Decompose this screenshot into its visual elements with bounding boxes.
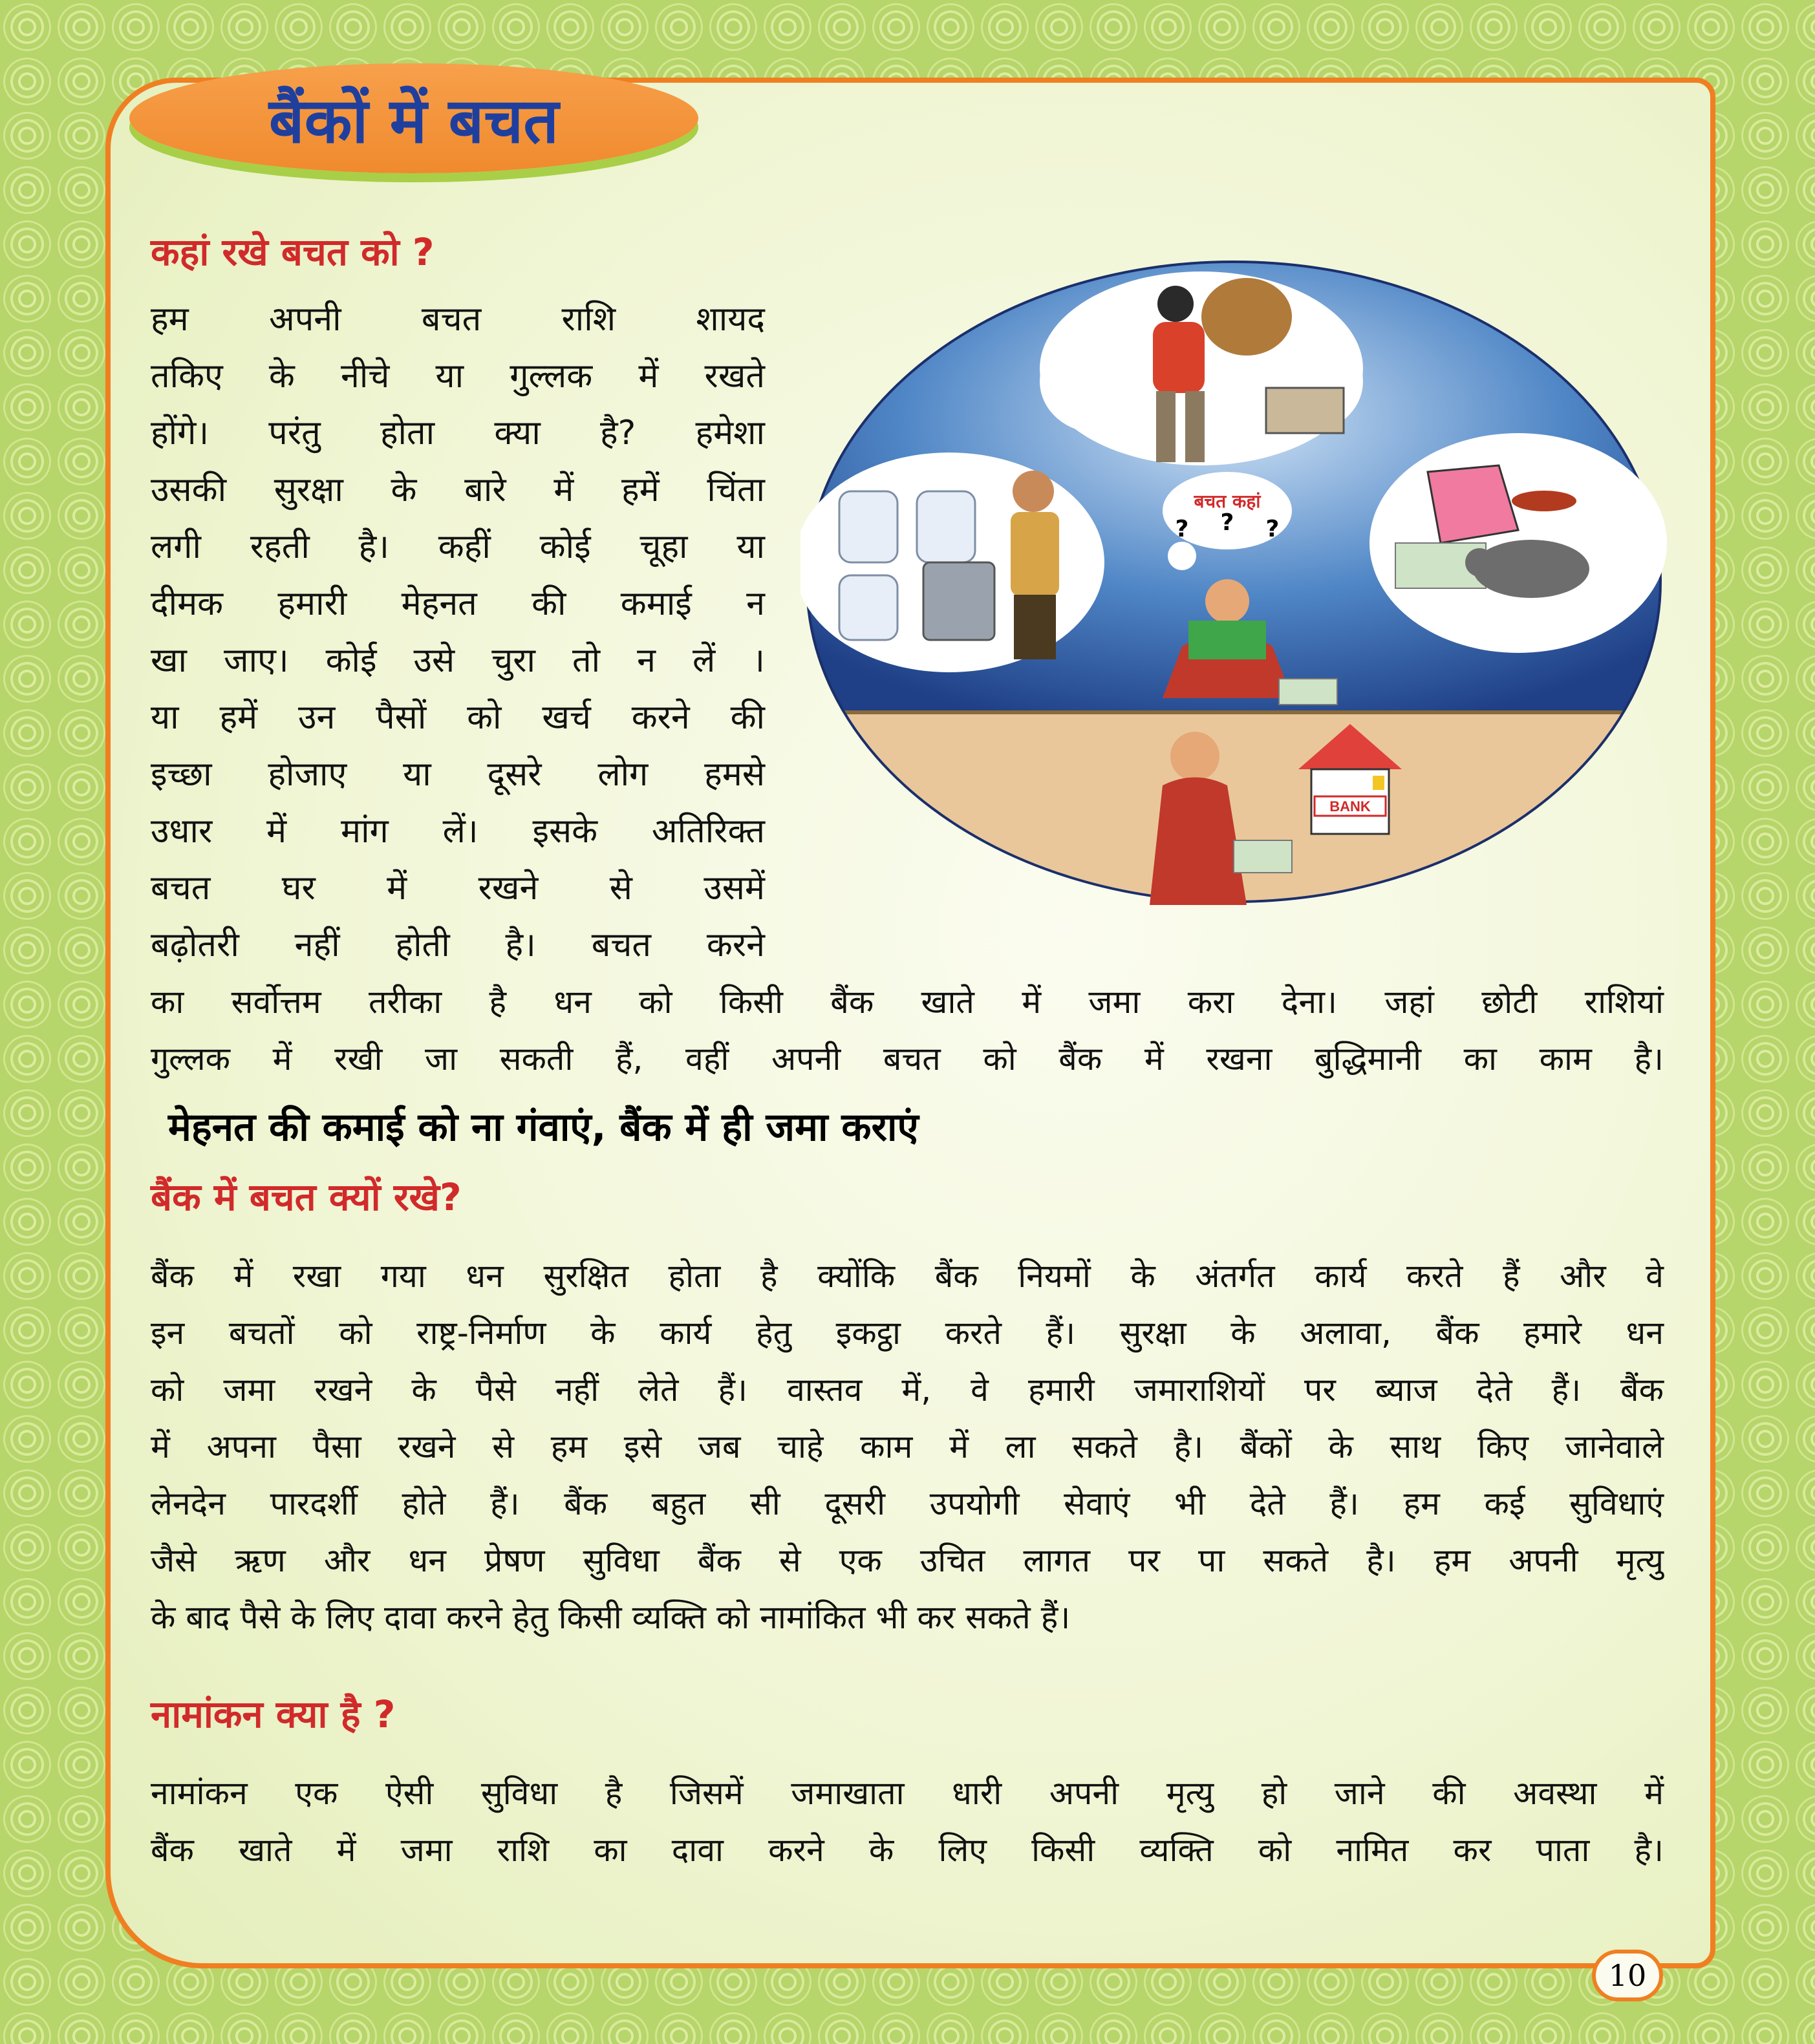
- heading-why-bank: बैंक में बचत क्यों रखे?: [151, 1175, 462, 1219]
- where-line: दीमक हमारी मेहनत की कमाई न: [151, 584, 765, 623]
- where-line: तकिए के नीचे या गुल्लक में रखते: [151, 357, 765, 396]
- where-line: खा जाए। कोई उसे चुरा तो न लें ।: [151, 641, 765, 680]
- where-line: बढ़ोतरी नहीं होती है। बचत करने: [151, 926, 765, 964]
- why-line: लेनदेन पारदर्शी होते हैं। बैंक बहुत सी दूसरी उपयोगी सेवाएं भी देते हैं। हम कई सुविधाएं: [151, 1485, 1664, 1522]
- page-number: 10: [1592, 1950, 1663, 2001]
- rat-thought-cloud: [1369, 433, 1667, 653]
- slogan: मेहनत की कमाई को ना गंवाएं, बैंक में ही जमा कराएं: [168, 1105, 919, 1150]
- cash-box-icon: [1266, 388, 1344, 433]
- page-title: बैंकों में बचत: [268, 83, 559, 157]
- thief-thought-cloud: [1040, 271, 1363, 465]
- jar-icon: [839, 575, 897, 640]
- where-line: लगी रहती है। कहीं कोई चूहा या: [151, 527, 765, 566]
- money-note-icon: [1279, 679, 1337, 705]
- ant-icon: [1512, 491, 1576, 511]
- thief-head-icon: [1157, 286, 1194, 322]
- woman-head-icon: [1170, 732, 1219, 781]
- jar-icon: [917, 491, 975, 562]
- why-line: जैसे ऋण और धन प्रेषण सुविधा बैंक से एक उचित लागत पर पा सकते है। हम अपनी मृत्यु: [151, 1542, 1664, 1579]
- where-line: या हमें उन पैसों को खर्च करने की: [151, 698, 765, 737]
- nomination-line: नामांकन एक ऐसी सुविधा है जिसमें जमाखाता धारी अपनी मृत्यु हो जाने की अवस्था में: [151, 1774, 1664, 1812]
- savings-illustration: [800, 259, 1667, 905]
- woman-head-icon: [1205, 579, 1249, 623]
- why-line: के बाद पैसे के लिए दावा करने हेतु किसी व्यक्ति को नामांकित भी कर सकते हैं।: [151, 1599, 1071, 1636]
- why-line: में अपना पैसा रखने से हम इसे जब चाहे काम में ला सकते है। बैंकों के साथ किए जानेवाले: [151, 1428, 1664, 1465]
- title-banner: [129, 63, 698, 173]
- question-mark: ?: [1175, 516, 1189, 542]
- man-head-icon: [1013, 471, 1054, 512]
- where-full-line: गुल्लक में रखी जा सकती हैं, वहीं अपनी बचत को बैंक में रखना बुद्धिमानी का काम है।: [151, 1040, 1664, 1078]
- heading-nomination: नामांकन क्या है ?: [151, 1692, 396, 1736]
- where-line: इच्छा होजाए या दूसरे लोग हमसे: [151, 755, 765, 794]
- jars-thought-cloud: [800, 452, 1104, 672]
- canister-icon: [923, 562, 994, 640]
- where-full-line: का सर्वोत्तम तरीका है धन को किसी बैंक खाते में जमा करा देना। जहां छोटी राशियां: [151, 983, 1664, 1021]
- thought-label: बचत कहां: [1194, 491, 1261, 512]
- loot-bag-icon: [1201, 278, 1292, 356]
- where-line: हम अपनी बचत राशि शायद: [151, 300, 765, 339]
- bank-sign: BANK: [1329, 798, 1371, 814]
- money-note-icon: [1234, 840, 1292, 873]
- where-line: उसकी सुरक्षा के बारे में हमें चिंता: [151, 471, 765, 509]
- nomination-line: बैंक खाते में जमा राशि का दावा करने के लिए किसी व्यक्ति को नामित कर पाता है।: [151, 1831, 1664, 1869]
- where-line: उधार में मांग लें। इसके अतिरिक्त: [151, 812, 765, 851]
- why-line: को जमा रखने के पैसे नहीं लेते हैं। वास्तव में, वे हमारी जमाराशियों पर ब्याज देते हैं। बैंक: [151, 1371, 1664, 1409]
- question-mark: ?: [1220, 509, 1234, 536]
- heading-where-to-keep: कहां रखे बचत को ?: [151, 230, 435, 274]
- where-line: बचत घर में रखने से उसमें: [151, 869, 765, 908]
- question-mark: ?: [1265, 516, 1280, 542]
- jar-icon: [839, 491, 897, 562]
- why-line: इन बचतों को राष्ट्र-निर्माण के कार्य हेतु इकट्ठा करते हैं। सुरक्षा के अलावा, बैंक हमारे धन: [151, 1314, 1664, 1352]
- why-line: बैंक में रखा गया धन सुरक्षित होता है क्योंकि बैंक नियमों के अंतर्गत कार्य करते हैं और वे: [151, 1257, 1664, 1295]
- where-line: होंगे। परंतु होता क्या है? हमेशा: [151, 414, 765, 452]
